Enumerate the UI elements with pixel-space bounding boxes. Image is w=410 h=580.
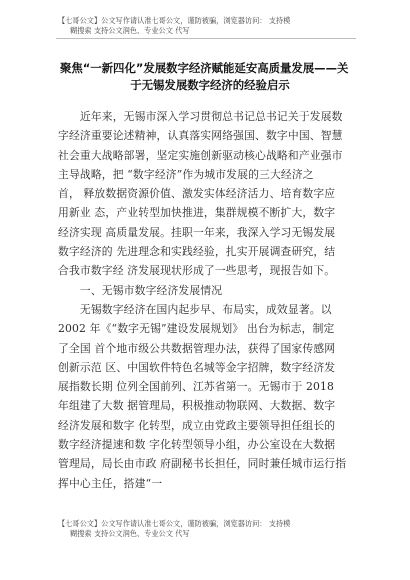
body-line: 经济实现 高质量发展。挂职一年来，我深入学习无锡发展 <box>58 225 336 239</box>
body-line: 展指数长期 位列全国前列、江苏省第一。无锡市于 2018 <box>58 380 335 394</box>
body-line: 字经济重要论述精神，认真落实网络强国、数字中国、智慧 <box>58 129 343 143</box>
page-header <box>58 16 378 36</box>
body-line: 合我市数字经 济发展现状形成了一些思考，现报告如下。 <box>58 264 336 278</box>
document-title <box>60 60 360 94</box>
body-line: 2002 年《“数字无锡”建设发展规划》 出台为标志，制定 <box>58 322 335 336</box>
body-line: 近年来，无锡市深入学习贯彻总书记总书记关于发展数 <box>58 110 343 123</box>
body-line: 创新示范 区、中国软件特色名城等金字招牌，数字经济发 <box>58 360 336 374</box>
body-line: 首， 释放数据资源价值、激发实体经济活力、培育数字应 <box>58 187 336 201</box>
section-heading: 一、无锡市数字经济发展情况 <box>58 283 223 297</box>
footer-line-1: 【七哥公文】公文写作请认准七哥公文，谨防被骗，浏览器访问： 支持模 <box>58 519 291 528</box>
body-line: 数字经济提速和数 字化转型领导小组，办公室设在大数据 <box>58 438 336 452</box>
page-footer <box>58 519 378 539</box>
document-body <box>58 107 358 493</box>
body-line: 无锡数字经济在国内起步早、布局实，成效显著。以 <box>58 302 332 316</box>
body-line: 主导战略，把 “数字经济”作为城市发展的三大经济之 <box>58 167 314 181</box>
body-line: 挥中心主任，搭建“一 <box>58 476 163 490</box>
body-line: 年组建了大数 据管理局，积极推动物联网、大数据、数字 <box>58 399 336 413</box>
body-line: 经济发展和数字 化转型，成立由党政主要领导担任组长的 <box>58 418 336 432</box>
body-line: 用新业 态，产业转型加快推进，集群规模不断扩大，数字 <box>58 206 336 220</box>
body-line: 数字经济的 先进理念和实践经验，扎实开展调查研究，结 <box>58 245 336 259</box>
body-line: 了全国 首个地市级公共数据管理办法，获得了国家传感网 <box>58 341 336 355</box>
header-divider <box>56 38 356 39</box>
header-line-1: 【七哥公文】公文写作请认准七哥公文，谨防被骗，浏览器访问： 支持模 <box>58 16 291 25</box>
footer-line-2: 糊搜索 支持公文润色、专业公文 代写 <box>70 529 190 538</box>
body-line: 管理局，局长由市政 府副秘书长担任，同时兼任城市运行指 <box>58 457 347 471</box>
title-line-2: 于无锡发展数字经济的经验启示 <box>130 78 290 92</box>
header-line-2: 糊搜索 支持公文润色、专业公文 代写 <box>70 26 190 35</box>
title-line-1: 聚焦“一新四化”发展数字经济赋能延安高质量发展——关 <box>60 61 349 75</box>
body-line: 社会重大战略部署，坚定实施创新驱动核心战略和产业强市 <box>58 148 343 162</box>
